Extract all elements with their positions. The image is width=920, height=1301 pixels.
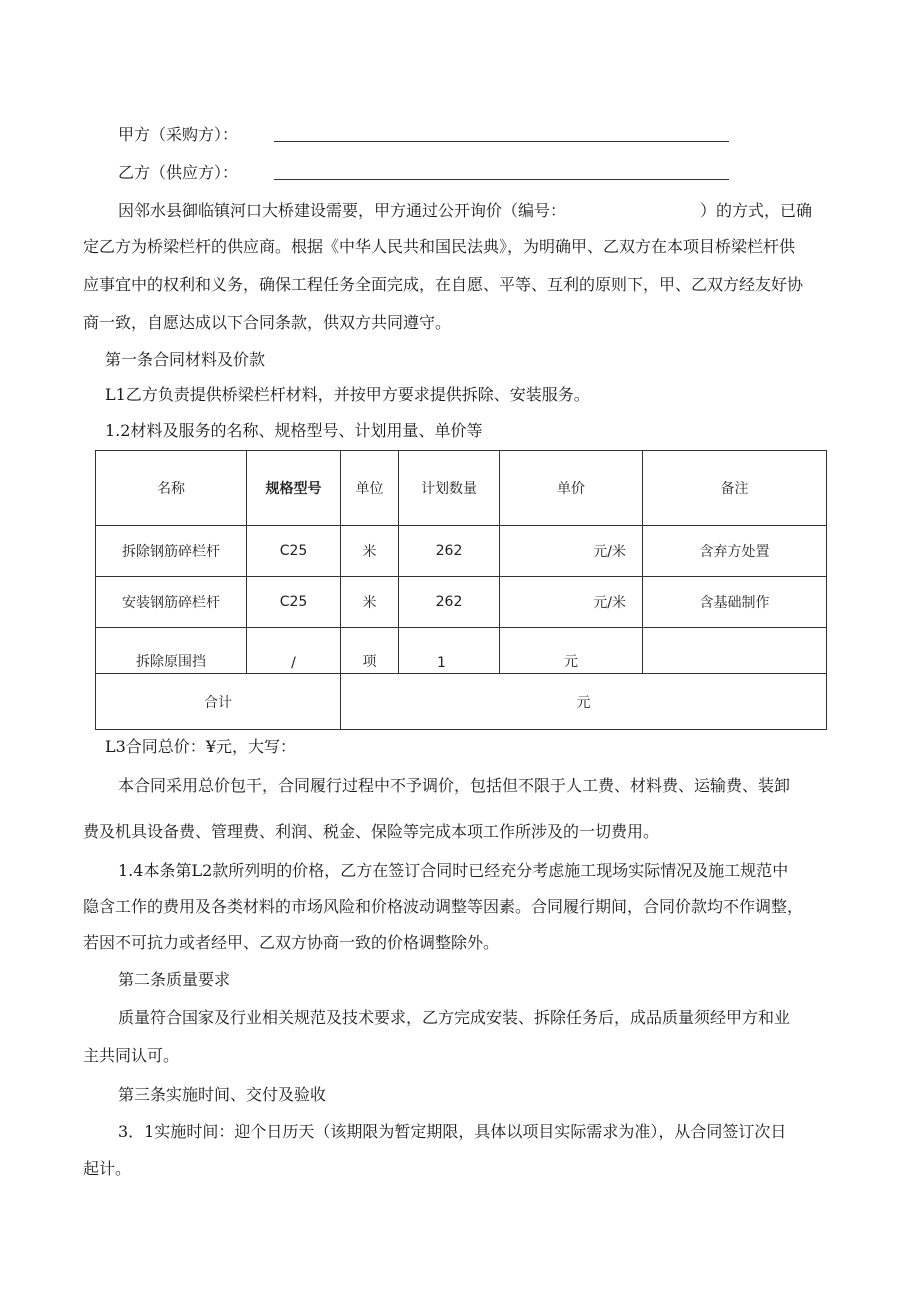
quality-line-2: 主共同认可。 [83,1046,180,1065]
table-row [96,628,827,674]
cell-price[interactable]: 元/米 [500,577,643,628]
party-b-label: 乙方（供应方）： [118,163,239,182]
cell-spec: / [247,628,341,674]
cell-name: 拆除原围挡 [96,628,247,674]
clause-1-2: 1.2材料及服务的名称、规格型号、计划用量、单价等 [105,421,483,440]
cell-name: 安装钢筋碎栏杆 [96,577,247,628]
cell-note: 含弃方处置 [643,526,827,577]
cell-unit: 米 [341,526,399,577]
table-header-row [96,451,827,526]
article-1-title: 第一条合同材料及价款 [105,350,266,369]
items-table [95,450,827,730]
total-value[interactable]: 元 [341,674,827,730]
cell-unit: 米 [341,577,399,628]
cell-price[interactable]: 元/米 [500,526,643,577]
lump-sum-line-1: 本合同采用总价包干，合同履行过程中不予调价，包括但不限于人工费、材料费、运输费、装卸 [118,776,791,795]
quality-line-1: 质量符合国家及行业相关规范及技术要求，乙方完成安装、拆除任务后，成品质量须经甲方和业 [118,1008,791,1027]
header-note: 备注 [643,451,827,526]
table-total-row [96,674,827,730]
cell-note: 含基础制作 [643,577,827,628]
cell-qty: 262 [399,577,500,628]
header-spec: 规格型号 [247,451,341,526]
table-row [96,577,827,628]
clause-1-4-line-1: 1.4本条第L2款所列明的价格，乙方在签订合同时已经充分考虑施工现场实际情况及施工规范中 [118,861,789,880]
article-3-title: 第三条实施时间、交付及验收 [118,1085,327,1104]
intro-line-3: 应事宜中的权利和义务，确保工程任务全面完成，在自愿、平等、互利的原则下，甲、乙双方经友好协 [83,275,804,294]
clause-1-4-line-2: 隐含工作的费用及各类材料的市场风险和价格波动调整等因素。合同履行期间，合同价款均不作调整， [83,897,804,916]
cell-unit: 项 [341,628,399,674]
clause-3-1-line-1: 3．1实施时间：迎个日历天（该期限为暂定期限，具体以项目实际需求为准），从合同签订次日 [118,1122,787,1141]
party-b-blank[interactable] [274,179,729,180]
intro-line-2: 定乙方为桥梁栏杆的供应商。根据《中华人民共和国民法典》，为明确甲、乙双方在本项目桥梁栏杆供 [83,237,796,256]
cell-price[interactable]: 元 [500,628,643,674]
header-name: 名称 [96,451,247,526]
cell-spec: C25 [247,577,341,628]
clause-3-1-line-2: 起计。 [83,1159,132,1178]
cell-qty: 1 [399,628,500,674]
clause-1-4-line-3: 若因不可抗力或者经甲、乙双方协商一致的价格调整除外。 [83,933,500,952]
header-qty: 计划数量 [399,451,500,526]
header-unit: 单位 [341,451,399,526]
article-2-title: 第二条质量要求 [118,970,231,989]
intro-line-1b: ）的方式，已确 [700,201,813,220]
cell-note [643,628,827,674]
clause-1-3: L3合同总价：¥元，大写： [105,737,296,756]
party-a-label: 甲方（采购方）： [118,125,239,144]
cell-name: 拆除钢筋碎栏杆 [96,526,247,577]
intro-line-4: 商一致，自愿达成以下合同条款，供双方共同遵守。 [83,313,452,332]
lump-sum-line-2: 费及机具设备费、管理费、利润、税金、保险等完成本项工作所涉及的一切费用。 [83,822,660,841]
table-row [96,526,827,577]
cell-qty: 262 [399,526,500,577]
cell-spec: C25 [247,526,341,577]
header-price: 单价 [500,451,643,526]
clause-1-1: L1乙方负责提供桥梁栏杆材料，并按甲方要求提供拆除、安装服务。 [105,385,590,404]
intro-line-1a: 因邻水县御临镇河口大桥建设需要，甲方通过公开询价（编号： [118,201,567,220]
total-label: 合计 [96,674,341,730]
party-a-blank[interactable] [274,141,729,142]
